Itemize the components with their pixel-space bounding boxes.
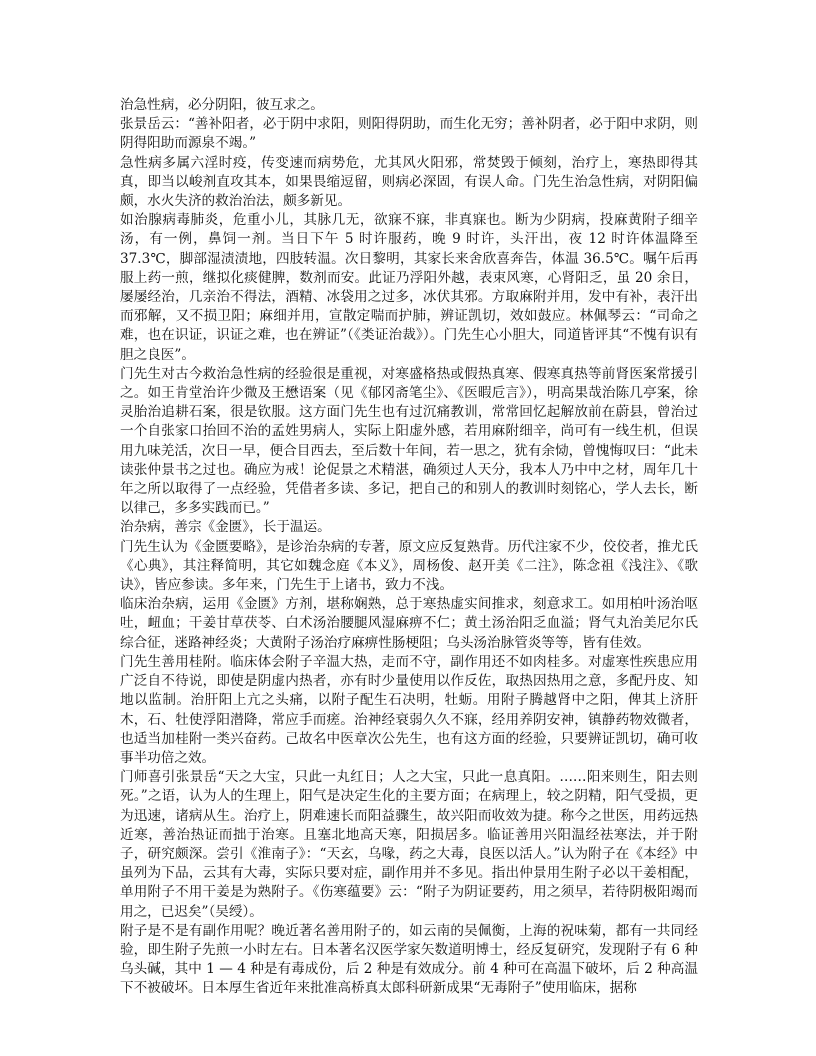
paragraph-yinyang-principle: 治急性病，必分阴阳，彼互求之。 (120, 97, 324, 113)
document-page (120, 96, 698, 999)
paragraph-emergency-experience: 门先生对古今救治急性病的经验很是重视，对寒盛格热或假热真寒、假寒真热等前肾医案常援引之。如王肯堂治许少微及王懋语案（见《郁冈斋笔尘》、《医暇卮言》），明高果哉治陈几亭案，徐灵胎治追耕石案，很是钦服。这方面门先生也有过沉痛教训，常常回忆起解放前在蔚县，曾治过一个自张家口抬回不治的孟姓男病人，实际上阳虚外感，若用麻附细辛，尚可有一线生机，但误用九味羌活，次日一早，便合目西去，至后数十年间，若一思之，犹有余恸，曾愧悔叹曰：“此未读张仲景书之过也。确应为戒！论促景之术精湛，确须过人天分，我本人乃中中之材，周年几十年之所以取得了一点经验，凭借者多读、多记，把自己的和别人的教训时刻铭心，学人去长，断以律己，多多实践而已。” (120, 365, 698, 517)
paragraph-zhang-jingyue-quote: 张景岳云：“善补阳者，必于阴中求阳，则阳得阴助，而生化无穷；善补阴者，必于阳中求阴，则阴得阳助而源泉不竭。” (120, 116, 698, 152)
paragraph-jingui-study: 门先生认为《金匮要略》，是诊治杂病的专著，原文应反复熟背。历代注家不少，佼佼者，推尤氏《心典》，其注释简明，其它如魏念庭《本义》，周杨俊、赵开美《二注》，陈念祖《浅注》、《歌诀》，皆应参读。多年来，门先生于上诸书，致力不浅。 (120, 538, 698, 594)
paragraph-jingui-clinical-use: 临床治杂病，运用《金匮》方剂，堪称娴熟，总于寒热虚实间推求，刻意求工。如用柏叶汤治呕吐，衄血；干姜甘草茯苓、白术汤治腰腿风湿麻痹不仁；黄土汤治阳乏血溢；肾气丸治美尼尔氏综合征，迷路神经炎；大黄附子汤治疗麻痹性肠梗阻；乌头汤治脉管炎等等，皆有佳效。 (120, 596, 698, 651)
paragraph-miscellaneous-heading: 治杂病，善宗《金匮》，长于温运。 (120, 519, 331, 536)
paragraph-acute-disease: 急性病多属六淫时疫，传变速而病势危，尤其风火阳邪，常焚毁于倾刻，治疗上，寒热即得其真，即当以峻剂直攻其本，如果畏缩逗留，则病必深固，有误人命。门先生治急性病，对阴阳偏颇，水火失济的救治治法，颇多新见。 (120, 154, 698, 210)
paragraph-yang-theory: 门师喜引张景岳“天之大宝，只此一丸红日；人之大宝，只此一息真阳。……阳来则生，阳去则死。”之语，认为人的生理上，阳气是决定生化的主要方面；在病理上，较之阴精，阳气受损，更为迅速，诸病从生。治疗上，阴难速长而阳益骤生，故兴阳而收效为捷。称今之世医，用药远热近寒，善治热证而拙于治寒。且塞北地高天寒，阳损居多。临证善用兴阳温经祛寒法，并于附子，研究颇深。尝引《淮南子》：“天玄，乌喙，药之大毒，良医以活人。”认为附子在《本经》中虽列为下品，云其有大毒，实际只要对症，副作用并不多见。指出仲景用生附子必以干姜相配，单用附子不用干姜是为熟附子。《伤寒蕴要》云：“附子为阴证要药，用之须早，若待阴极阳竭而用之，已迟矣”（吴绶）。 (120, 769, 698, 920)
paragraph-aconite-side-effects: 附子是不是有副作用呢？晚近著名善用附子的，如云南的吴佩衡，上海的祝味菊，都有一共同经验，即生附子先煎一小时左右。日本著名汉医学家矢数道明博士，经反复研究，发现附子有 6 种乌头碱，其中 1 — 4 种是有毒成份，后 2 种是有效成分。前 4 种可在高温下破坏，后 2 种高温下不被破坏。日本厚生省近年来批准高桥真太郎科研新成果“无毒附子”使用临床，据称 (120, 922, 698, 997)
paragraph-adenovirus-pneumonia-case: 如治腺病毒肺炎，危重小儿，其脉几无，欲寐不寐，非真寐也。断为少阴病，投麻黄附子细辛汤，有一例，鼻饲一剂。当日下午 5 时许服药，晚 9 时许，头汗出，夜 12 时许体温降至 37.3℃，脚部湿渍渍地，四肢转温。次日黎明，其家长来舍欣喜奔告，体温 36.5℃。嘱午后再服上药一煎，继拟化痰健脾，数剂而安。此证乃浮阳外越，表束风寒，心肾阳乏，虽 20 余日，屡屡经治，几亲治不得法，酒精、冰袋用之过多，冰伏其邪。方取麻附并用，发中有补，表汗出而邪解，又不损卫阳；麻细并用，宣散定喘而护肺，辨证凯切，效如鼓应。林佩琴云：“司命之难，也在识证，识证之难，也在辨证”（《类证治裁》）。门先生心小胆大，同道皆评其“不愧有识有胆之良医”。 (120, 212, 698, 363)
paragraph-guifu-usage: 门先生善用桂附。临床体会附子辛温大热，走而不守，副作用还不如肉桂多。对虚寒性疾患应用广泛自不待说，即使是阴虚内热者，亦有时少量使用以作反佐，取热因热用之意，多配丹皮、知地以监制。治肝阳上亢之头痛，以附子配生石决明，牡蛎。用附子腾越肾中之阳，俾其上济肝木，石、牡使浮阳潜降，常应手而瘥。治神经衰弱久久不寐，经用养阴安神，镇静药物效微者，也适当加桂附一类兴奋药。己故名中医章次公先生，也有这方面的经验，只要辨证凯切，确可收事半功倍之效。 (120, 653, 698, 766)
